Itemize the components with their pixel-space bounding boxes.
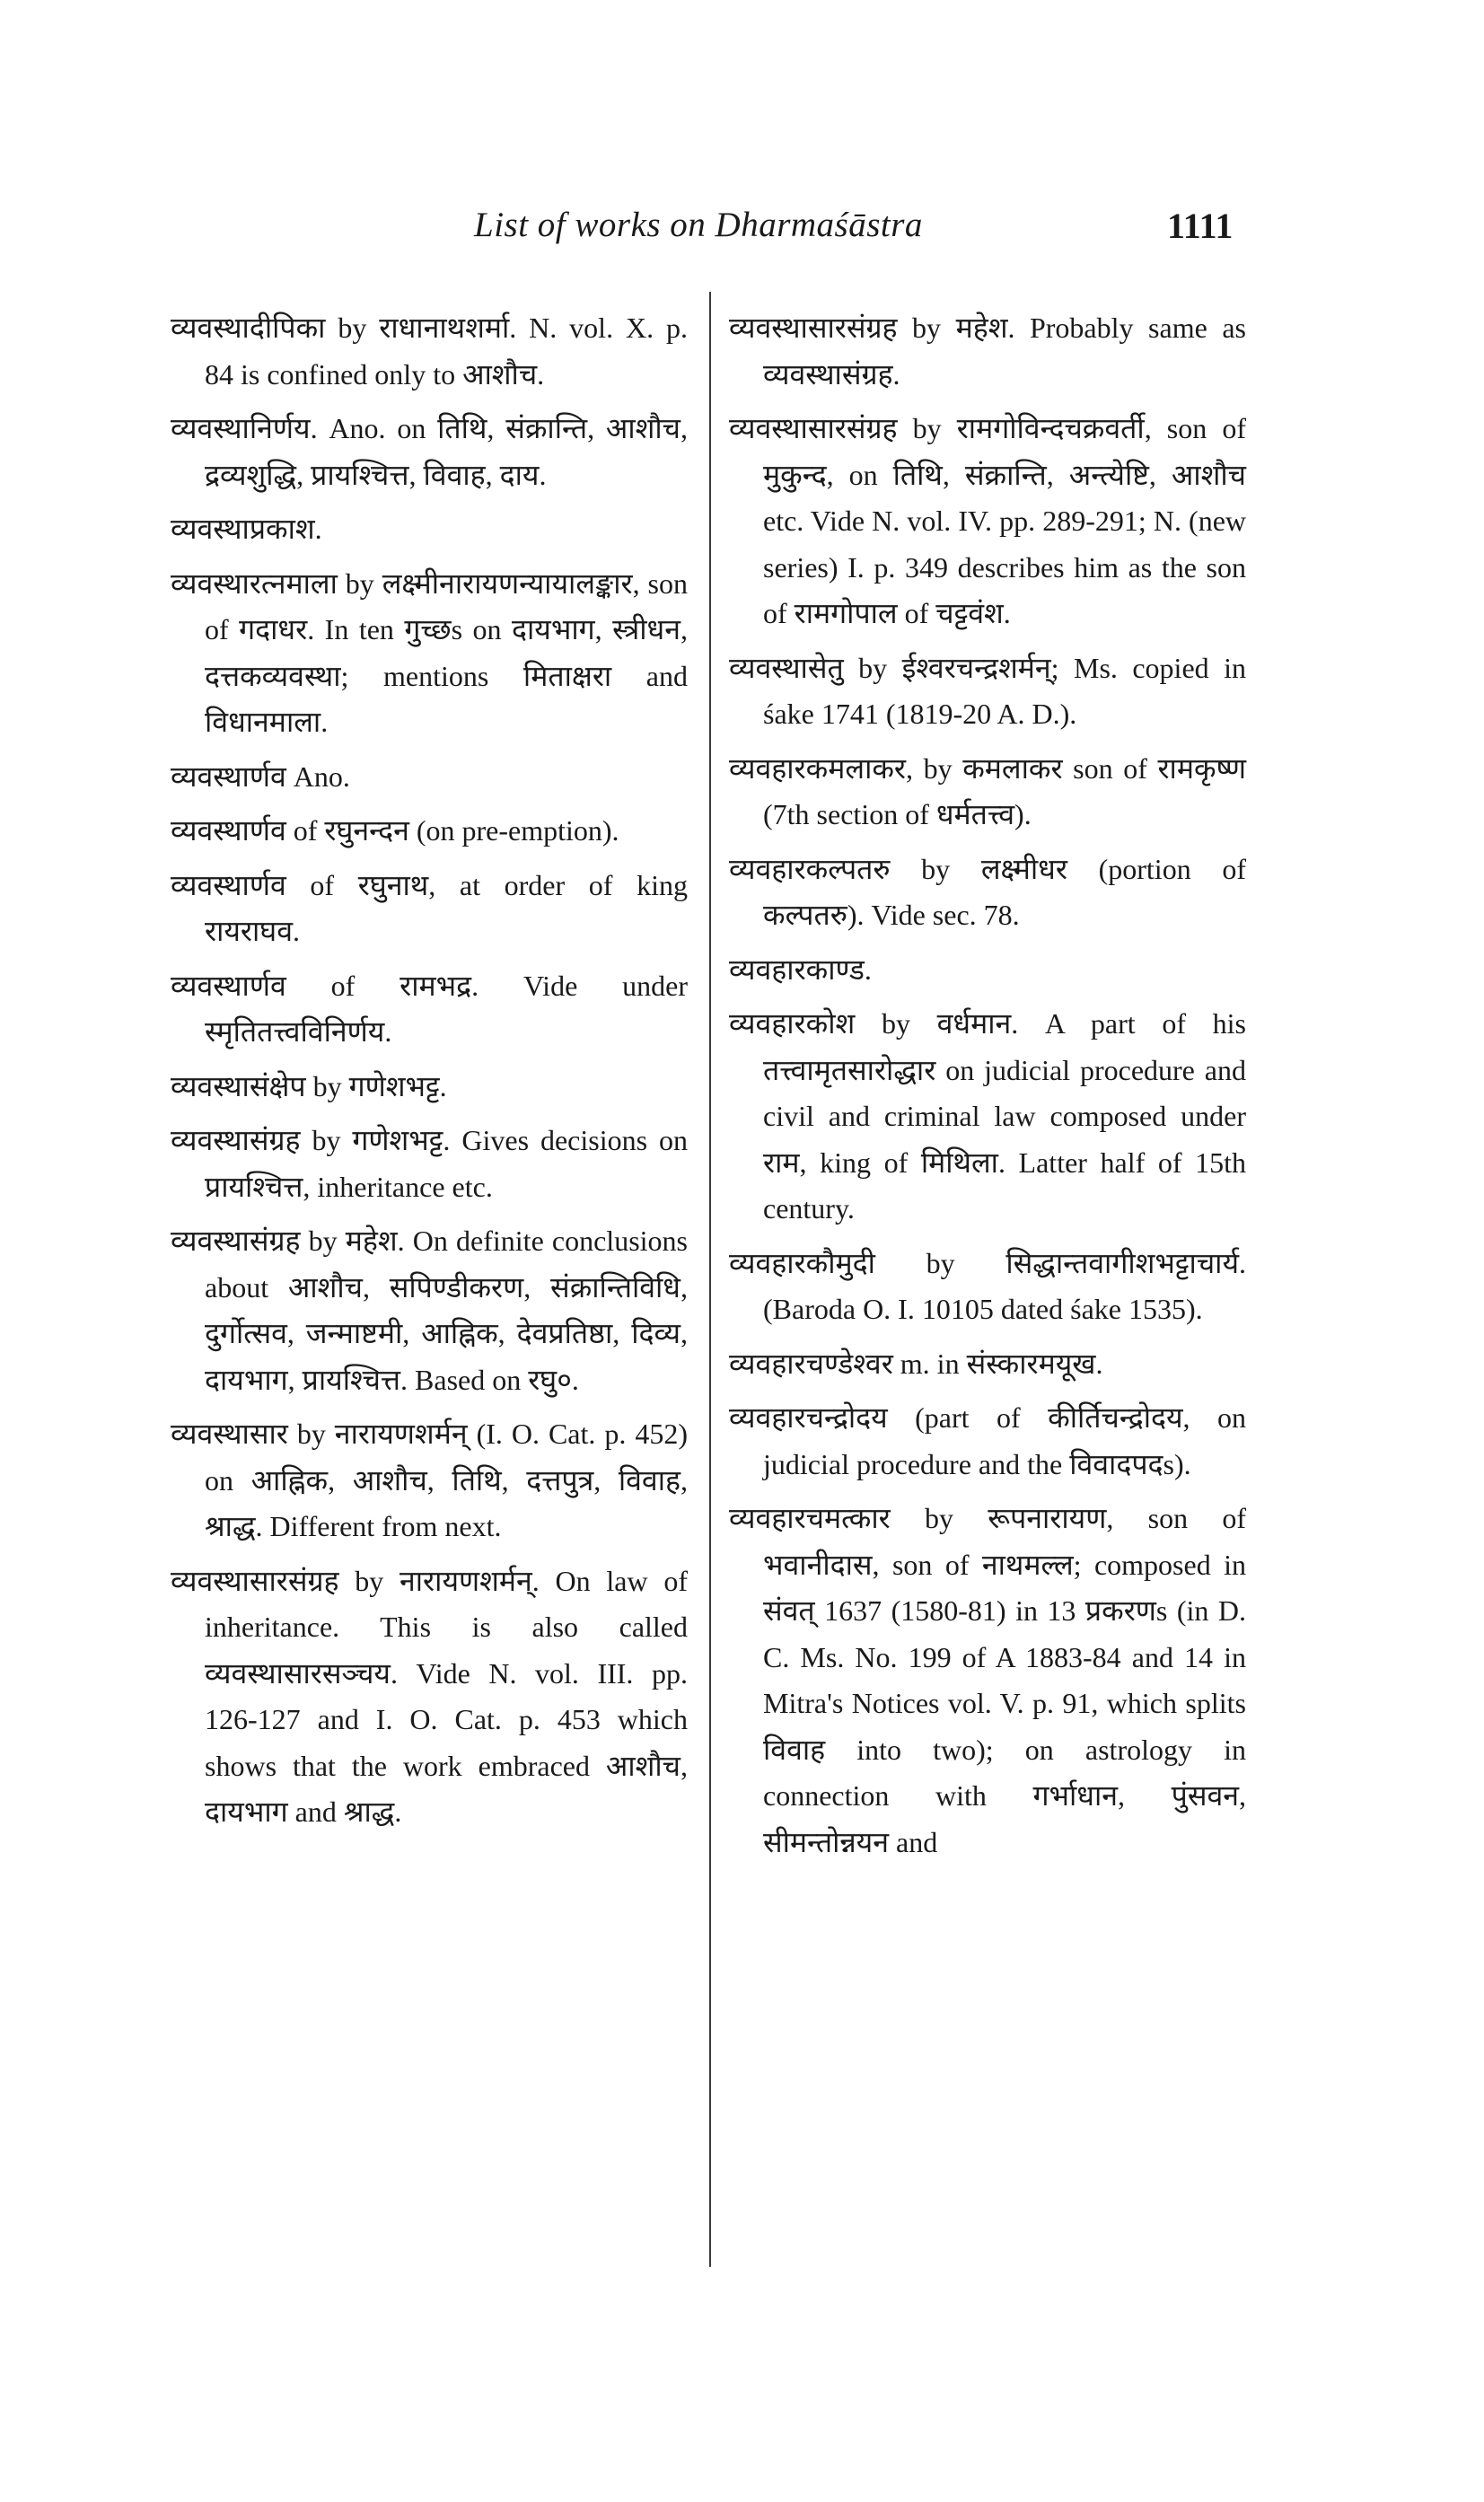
- entry: व्यवस्थार्णव Ano.: [171, 759, 350, 793]
- entry: व्यवस्थाप्रकाश.: [171, 513, 322, 545]
- page-number: 1111: [1167, 206, 1234, 246]
- entry: व्यवहारकोश by वर्धमान. A part of his तत्त्वामृतसारोद्धार on judicial procedure and civil and criminal law composed under राम, king of मिथिला. Latter half of 15th century.: [729, 1007, 1246, 1225]
- entry: व्यवस्थासारसंग्रह by रामगोविन्दचक्रवर्ती, son of मुकुन्द, on तिथि, संक्रान्ति, अन्त्येष्टि, आशौच etc. Vide N. vol. IV. pp. 289-291; N. (new series) I. p. 349 describes him as the son of रामगोपाल of चट्टवंश.: [729, 412, 1246, 629]
- entry: व्यवस्थासंक्षेप by गणेशभट्ट.: [171, 1069, 447, 1102]
- entry: व्यवहारकाण्ड.: [729, 953, 872, 986]
- entry: व्यवहारचण्डेश्वर m. in संस्कारमयूख.: [729, 1347, 1103, 1380]
- entry: व्यवस्थासंग्रह by महेश. On definite conclusions about आशौच, सपिण्डीकरण, संक्रान्तिविधि, दुर्गोत्सव, जन्माष्टमी, आह्निक, देवप्रतिष्ठा, दिव्य, दायभाग, प्रायश्चित्त. Based on रघु०.: [171, 1225, 688, 1396]
- entry: व्यवस्थार्णव of रघुनाथ, at order of king रायराघव.: [171, 868, 688, 947]
- entry: व्यवहारचन्द्रोदय (part of कीर्तिचन्द्रोदय, on judicial procedure and the विवादपदs).: [729, 1401, 1246, 1480]
- entry: व्यवस्थासंग्रह by गणेशभट्ट. Gives decisions on प्रायश्चित्त, inheritance etc.: [171, 1124, 688, 1203]
- entry: व्यवस्थार्णव of रामभद्र. Vide under स्मृतितत्त्वविनिर्णय.: [171, 969, 688, 1048]
- entry: व्यवस्थासेतु by ईश्वरचन्द्रशर्मन्; Ms. copied in śake 1741 (1819-20 A. D.).: [729, 651, 1246, 730]
- page-header: [171, 205, 1248, 259]
- right-column: [729, 305, 1246, 1874]
- entry: व्यवस्थानिर्णय. Ano. on तिथि, संक्रान्ति, आशौच, द्रव्यशुद्धि, प्रायश्चित्त, विवाह, दाय.: [171, 412, 688, 491]
- entry: व्यवस्थार्णव of रघुनन्दन (on pre-emption).: [171, 814, 619, 847]
- column-divider: [709, 292, 711, 2267]
- entry: व्यवस्थादीपिका by राधानाथशर्मा. N. vol. X. p. 84 is confined only to आशौच.: [171, 312, 688, 391]
- entry: व्यवहारकमलाकर, by कमलाकर son of रामकृष्ण (7th section of धर्मतत्त्व).: [729, 751, 1246, 830]
- entry: व्यवस्थासारसंग्रह by महेश. Probably same as व्यवस्थासंग्रह.: [729, 312, 1246, 391]
- entry: व्यवस्थासारसंग्रह by नारायणशर्मन्. On law of inheritance. This is also called व्यवस्थासारसञ्चय. Vide N. vol. III. pp. 126-127 and I. O. Cat. p. 453 which shows that the work embraced आशौच, दायभाग and श्राद्ध.: [171, 1564, 688, 1828]
- entry: व्यवस्थारत्नमाला by लक्ष्मीनारायणन्यायालङ्कार, son of गदाधर. In ten गुच्छs on दायभाग, स्त्रीधन, दत्तकव्यवस्था; mentions मिताक्षरा and विधानमाला.: [171, 566, 688, 738]
- left-column: [171, 305, 688, 1844]
- entry: व्यवहारचमत्कार by रूपनारायण, son of भवानीदास, son of नाथमल्ल; composed in संवत् 1637 (1580-81) in 13 प्रकरणs (in D. C. Ms. No. 199 of A 1883-84 and 14 in Mitra's Notices vol. V. p. 91, which splits विवाह into two); on astrology in connection with गर्भाधान, पुंसवन, सीमन्तोन्नयन and: [729, 1502, 1246, 1858]
- running-title: List of works on Dharmaśāstra: [474, 206, 923, 244]
- entry: व्यवहारकौमुदी by सिद्धान्तवागीशभट्टाचार्य. (Baroda O. I. 10105 dated śake 1535).: [729, 1246, 1246, 1325]
- entry: व्यवस्थासार by नारायणशर्मन् (I. O. Cat. p. 452) on आह्निक, आशौच, तिथि, दत्तपुत्र, विवाह, श्राद्ध. Different from next.: [171, 1418, 688, 1542]
- entry: व्यवहारकल्पतरु by लक्ष्मीधर (portion of कल्पतरु). Vide sec. 78.: [729, 852, 1246, 931]
